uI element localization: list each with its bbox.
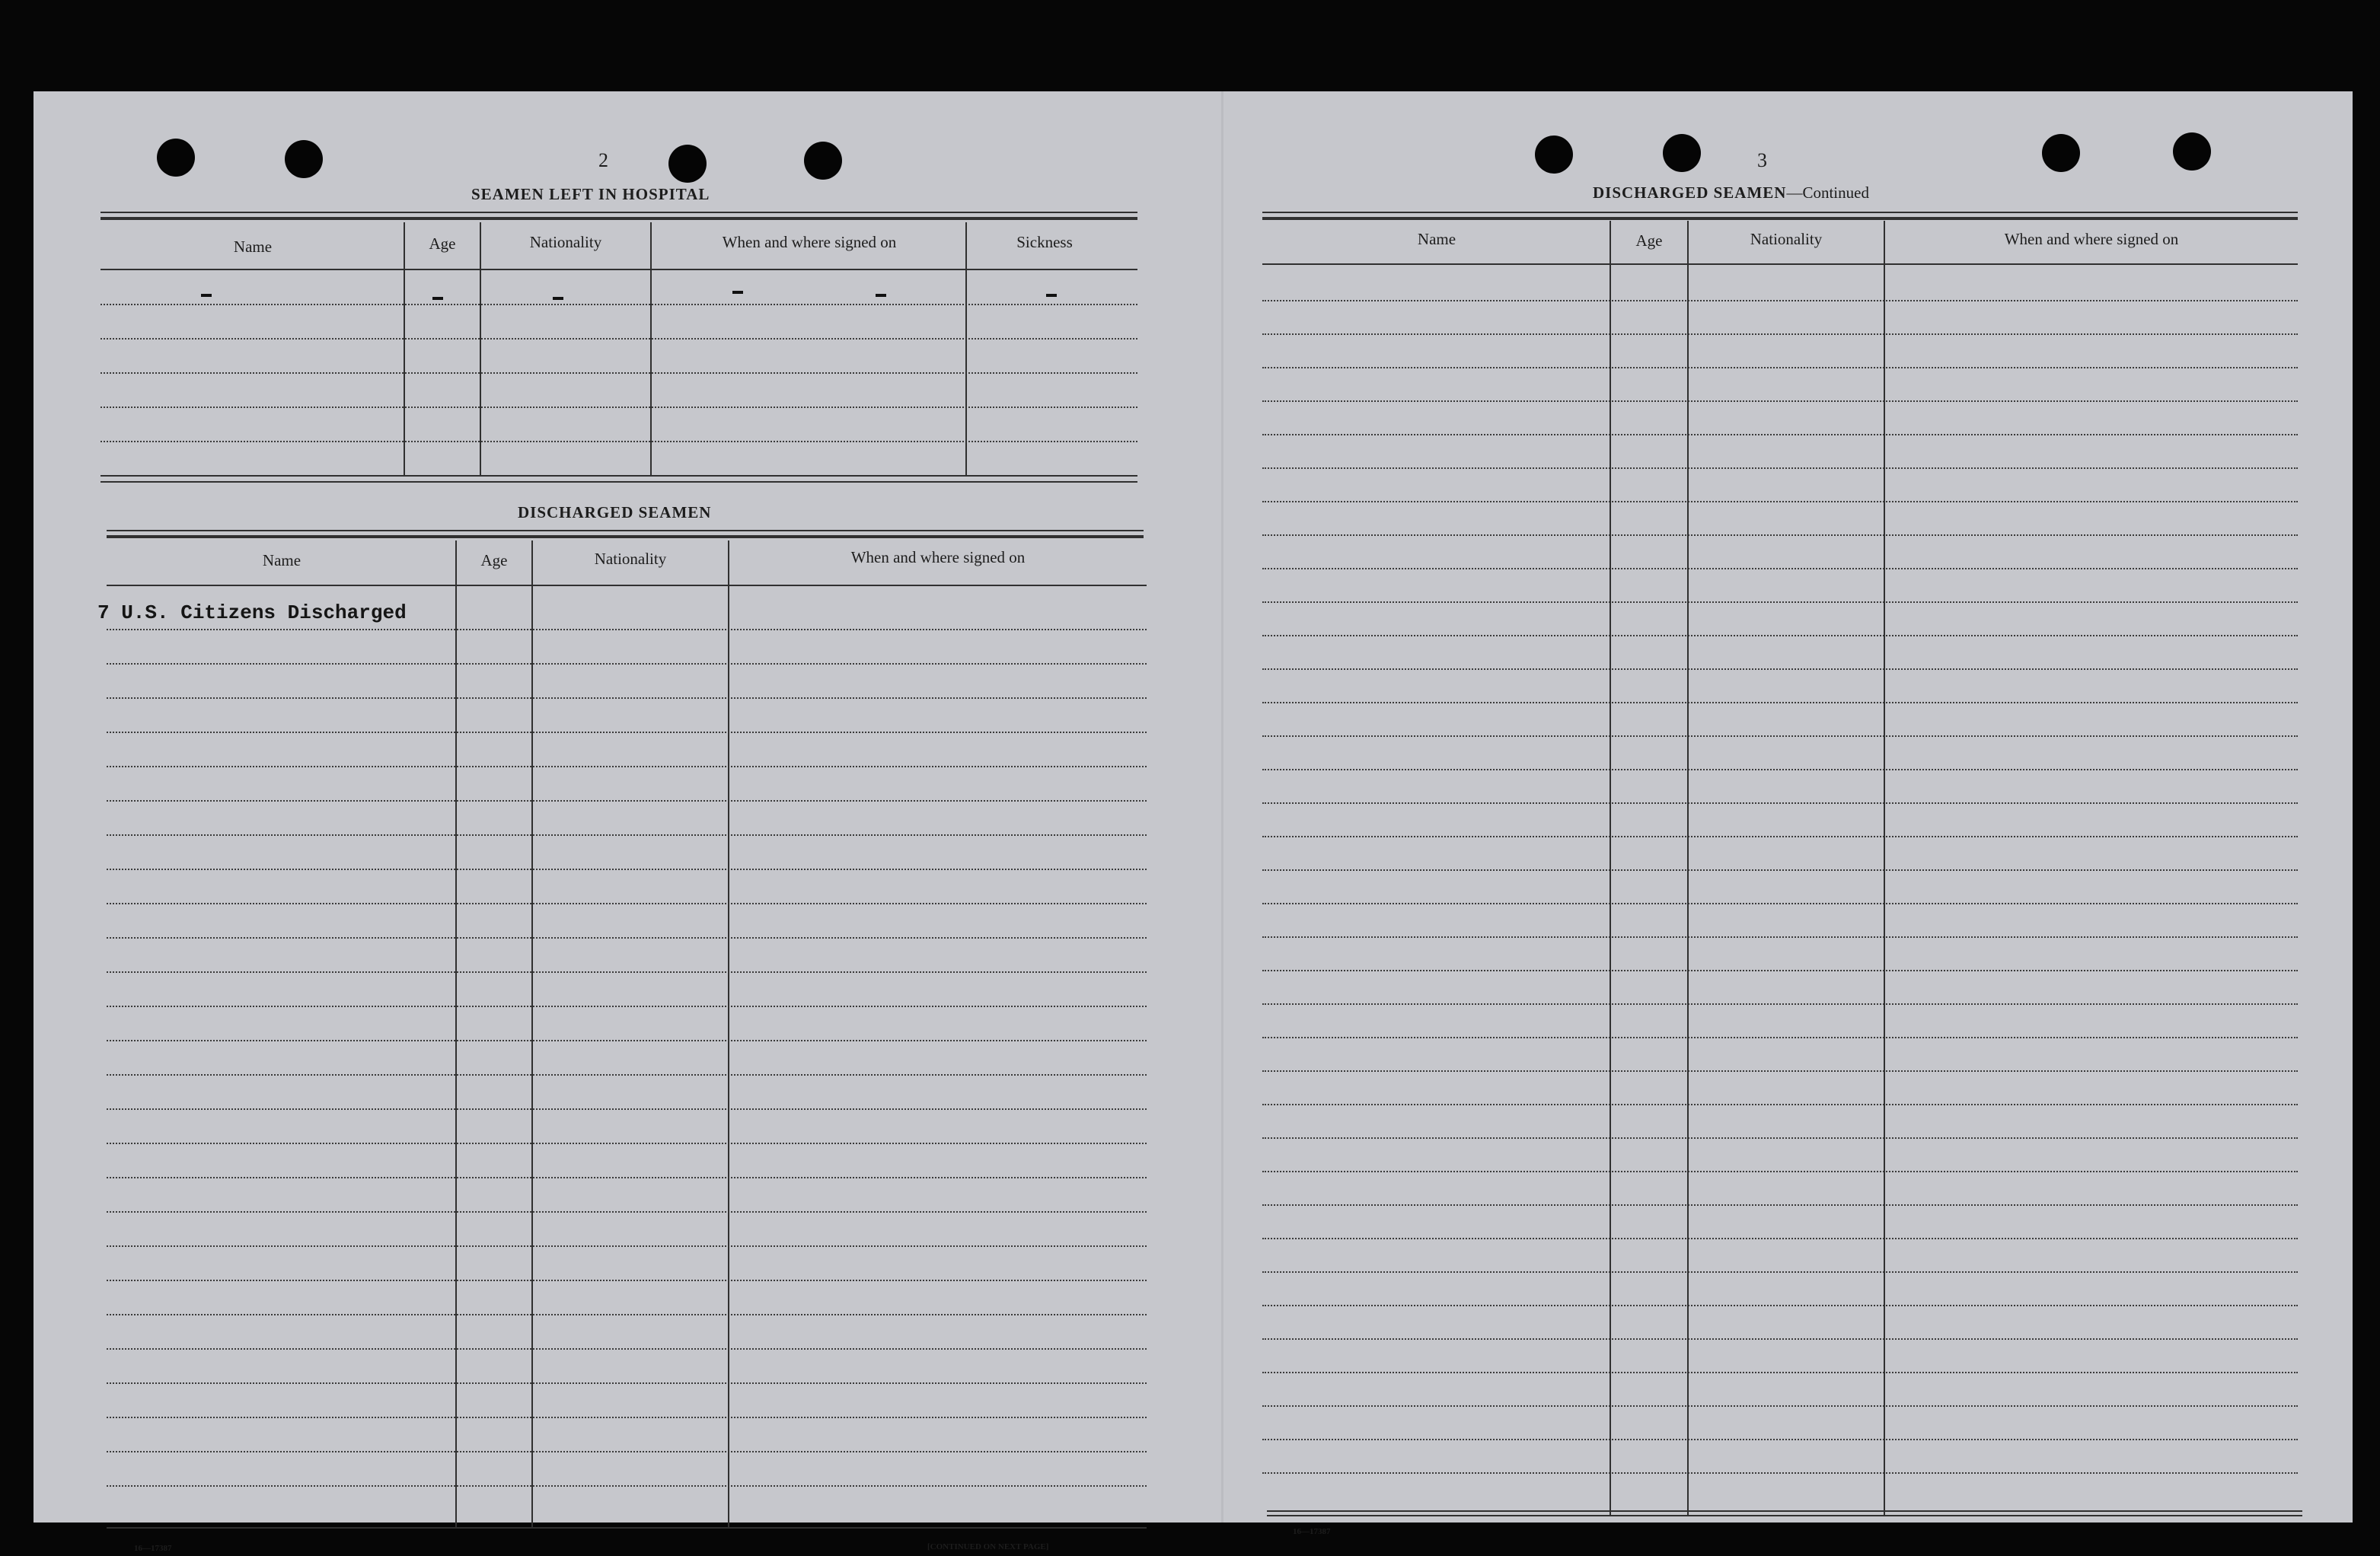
left-form-number: 16—17387 bbox=[134, 1544, 172, 1553]
ruled-line bbox=[107, 937, 1147, 939]
ruled-line bbox=[1262, 769, 2298, 770]
ruled-line bbox=[107, 766, 1147, 767]
column-divider bbox=[531, 540, 533, 1527]
rule bbox=[1262, 212, 2298, 213]
ruled-line bbox=[1262, 434, 2298, 435]
hospital-col-age-header: Age bbox=[429, 234, 456, 253]
ruled-line bbox=[107, 1417, 1147, 1418]
rule bbox=[107, 530, 1144, 531]
discharged-col-nationality-header: Nationality bbox=[594, 550, 667, 568]
ruled-line bbox=[1262, 400, 2298, 402]
ruled-line bbox=[1262, 869, 2298, 871]
rule bbox=[107, 1527, 1147, 1529]
continued-col-name-header: Name bbox=[1417, 230, 1456, 248]
right-page-number: 3 bbox=[1757, 149, 1767, 171]
continued-col-nationality-header: Nationality bbox=[1750, 230, 1823, 248]
ruled-line bbox=[1262, 970, 2298, 971]
ruled-line bbox=[107, 1245, 1147, 1247]
ruled-line bbox=[100, 407, 1137, 408]
ruled-line bbox=[1262, 1137, 2298, 1139]
ruled-line bbox=[107, 800, 1147, 802]
ruled-line bbox=[1262, 1070, 2298, 1072]
left-page-number: 2 bbox=[598, 149, 608, 171]
page-fold bbox=[1221, 91, 1223, 1523]
hospital-section-title: SEAMEN LEFT IN HOSPITAL bbox=[471, 185, 710, 203]
column-divider bbox=[965, 222, 967, 475]
rule bbox=[100, 475, 1137, 477]
rule bbox=[100, 269, 1137, 270]
ruled-line bbox=[1262, 1472, 2298, 1474]
blank-dash bbox=[1046, 294, 1057, 297]
continued-note: [CONTINUED ON NEXT PAGE] bbox=[927, 1542, 1049, 1551]
right-form-number: 16—17387 bbox=[1293, 1527, 1331, 1536]
ruled-line bbox=[1262, 936, 2298, 938]
blank-dash bbox=[553, 297, 563, 300]
hospital-col-nationality-header: Nationality bbox=[529, 233, 602, 251]
ruled-line bbox=[1262, 333, 2298, 335]
ruled-line bbox=[1262, 1171, 2298, 1172]
punch-hole bbox=[157, 139, 195, 177]
discharged-col-signed-on-header: When and where signed on bbox=[850, 548, 1026, 566]
punch-hole bbox=[1663, 134, 1701, 172]
discharged-col-age-header: Age bbox=[480, 551, 508, 569]
rule bbox=[100, 481, 1137, 483]
ruled-line bbox=[107, 834, 1147, 836]
punch-hole bbox=[285, 140, 323, 178]
ruled-line bbox=[1262, 1003, 2298, 1005]
ruled-line bbox=[1262, 300, 2298, 301]
ruled-line bbox=[1262, 1204, 2298, 1206]
column-divider bbox=[1610, 221, 1611, 1515]
continued-section-title-main: DISCHARGED SEAMEN bbox=[1593, 183, 1787, 202]
ruled-line bbox=[107, 1074, 1147, 1076]
rule bbox=[107, 535, 1144, 538]
continued-section-title-suffix: —Continued bbox=[1786, 183, 1869, 202]
hospital-col-signed-on-header: When and where signed on bbox=[722, 233, 897, 251]
ruled-line bbox=[107, 1485, 1147, 1487]
ruled-line bbox=[107, 1348, 1147, 1350]
ruled-line bbox=[1262, 1037, 2298, 1038]
ruled-line bbox=[1262, 903, 2298, 904]
ruled-line bbox=[107, 971, 1147, 973]
ruled-line bbox=[107, 1382, 1147, 1384]
ruled-line bbox=[100, 441, 1137, 442]
ruled-line bbox=[1262, 568, 2298, 569]
ruled-line bbox=[1262, 367, 2298, 368]
ruled-line bbox=[107, 1006, 1147, 1007]
column-divider bbox=[404, 222, 405, 475]
punch-hole bbox=[1535, 136, 1573, 174]
ruled-line bbox=[100, 338, 1137, 340]
ruled-line bbox=[1262, 1439, 2298, 1440]
ruled-line bbox=[1262, 702, 2298, 703]
punch-hole bbox=[2173, 132, 2211, 171]
ruled-line bbox=[107, 1108, 1147, 1110]
ruled-line bbox=[107, 1280, 1147, 1281]
ruled-line bbox=[1262, 735, 2298, 737]
ruled-line bbox=[1262, 467, 2298, 469]
rule bbox=[100, 212, 1137, 213]
blank-dash bbox=[732, 291, 743, 294]
discharged-col-name-header: Name bbox=[262, 551, 301, 569]
punch-hole bbox=[2042, 134, 2080, 172]
column-divider bbox=[1687, 221, 1689, 1515]
ruled-line bbox=[107, 697, 1147, 699]
continued-col-age-header: Age bbox=[1635, 231, 1663, 250]
ruled-line bbox=[1262, 802, 2298, 804]
ruled-line bbox=[1262, 1338, 2298, 1340]
ruled-line bbox=[107, 869, 1147, 870]
discharged-entry: 7 U.S. Citizens Discharged bbox=[97, 601, 407, 624]
ruled-line bbox=[1262, 601, 2298, 603]
punch-hole bbox=[668, 145, 707, 183]
ruled-line bbox=[107, 1451, 1147, 1452]
ruled-line bbox=[1262, 1238, 2298, 1239]
column-divider bbox=[728, 540, 729, 1527]
ruled-line bbox=[1262, 501, 2298, 502]
ruled-line bbox=[100, 304, 1137, 305]
ruled-line bbox=[1262, 1372, 2298, 1373]
punch-hole bbox=[804, 142, 842, 180]
rule bbox=[1267, 1515, 2302, 1516]
rule bbox=[1262, 263, 2298, 265]
ruled-line bbox=[107, 663, 1147, 665]
continued-col-signed-on-header: When and where signed on bbox=[2004, 230, 2179, 248]
hospital-col-name-header: Name bbox=[233, 238, 273, 256]
rule bbox=[1267, 1510, 2302, 1512]
continued-section-title bbox=[1593, 183, 1869, 202]
hospital-col-sickness-header: Sickness bbox=[1016, 233, 1073, 251]
column-divider bbox=[480, 222, 481, 475]
ruled-line bbox=[107, 903, 1147, 904]
ruled-line bbox=[1262, 1271, 2298, 1273]
ruled-line bbox=[1262, 1305, 2298, 1306]
blank-dash bbox=[876, 294, 886, 297]
ruled-line bbox=[107, 1211, 1147, 1213]
discharged-section-title: DISCHARGED SEAMEN bbox=[518, 503, 712, 521]
blank-dash bbox=[432, 297, 443, 300]
ruled-line bbox=[1262, 534, 2298, 536]
ruled-line bbox=[107, 732, 1147, 733]
rule bbox=[107, 585, 1147, 586]
rule bbox=[1262, 217, 2298, 220]
blank-dash bbox=[201, 294, 212, 297]
column-divider bbox=[1884, 221, 1885, 1515]
column-divider bbox=[455, 540, 457, 1527]
ruled-line bbox=[107, 1143, 1147, 1144]
ruled-line bbox=[107, 1040, 1147, 1041]
rule bbox=[100, 217, 1137, 220]
ruled-line bbox=[1262, 1405, 2298, 1407]
ruled-line bbox=[107, 629, 1147, 630]
ruled-line bbox=[1262, 635, 2298, 636]
ruled-line bbox=[107, 1177, 1147, 1178]
ruled-line bbox=[1262, 836, 2298, 837]
column-divider bbox=[650, 222, 652, 475]
ruled-line bbox=[100, 372, 1137, 374]
document-sheet bbox=[33, 91, 2353, 1553]
ruled-line bbox=[1262, 668, 2298, 670]
ruled-line bbox=[1262, 1104, 2298, 1105]
ruled-line bbox=[107, 1314, 1147, 1315]
